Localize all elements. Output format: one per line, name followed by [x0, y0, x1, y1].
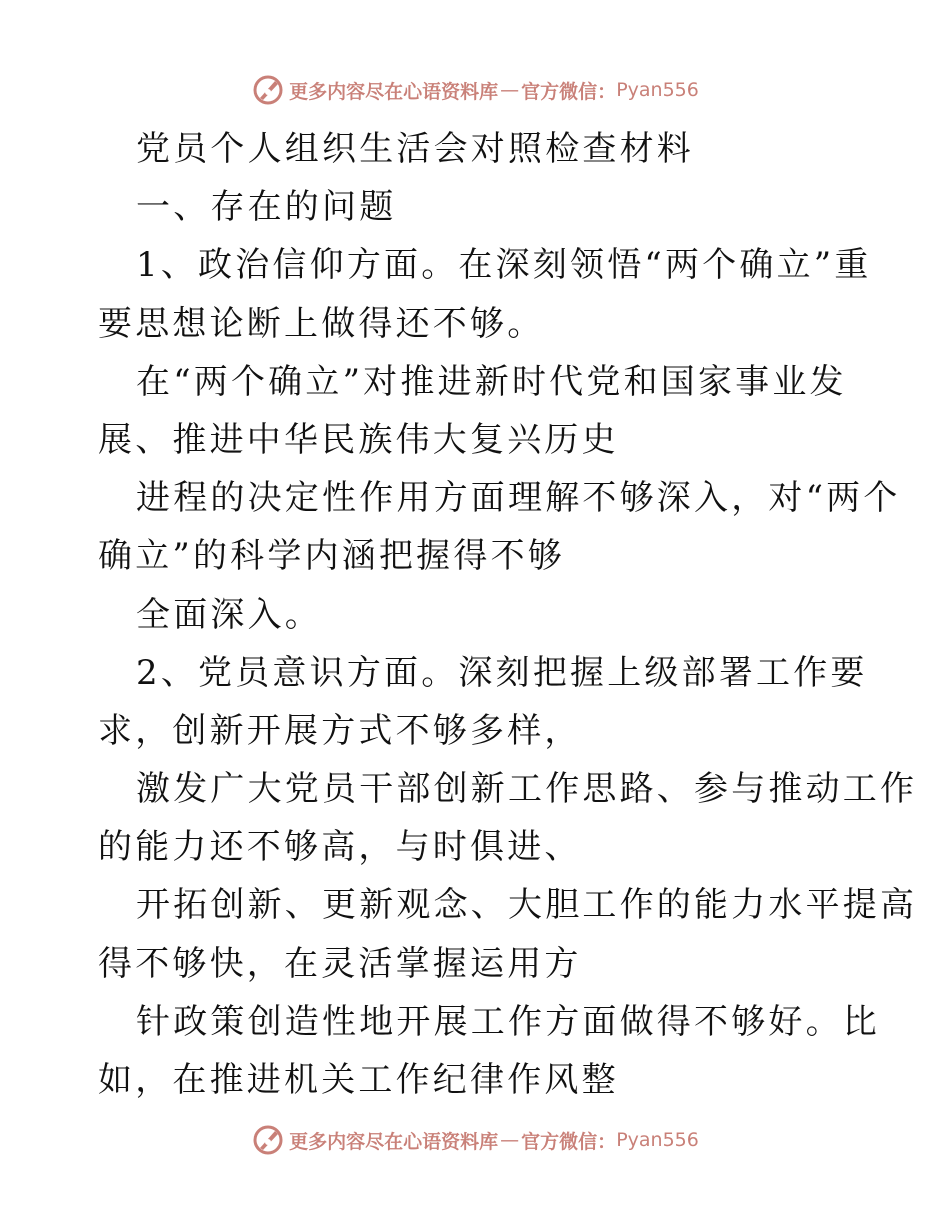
- watermark-contact: 官方微信：: [521, 1130, 617, 1153]
- paragraph-line: 求，创新开展方式不够多样，: [98, 710, 582, 751]
- watermark-separator: —: [500, 79, 520, 101]
- document-title: 党员个人组织生活会对照检查材料: [136, 129, 694, 169]
- paragraph-line: 激发广大党员干部创新工作思路、参与推动工作: [136, 769, 918, 810]
- paragraph-line: 开拓创新、更新观念、大胆工作的能力水平提高: [136, 885, 918, 926]
- paragraph-line: 全面深入。: [136, 594, 322, 635]
- quill-logo-icon: [251, 73, 285, 107]
- section-heading: 一、存在的问题: [136, 187, 397, 228]
- watermark-text: 更多内容尽在心语资料库: [289, 1130, 499, 1153]
- paragraph-line: 确立”的科学内涵把握得不够: [98, 536, 565, 577]
- watermark-separator: —: [500, 1129, 520, 1151]
- paragraph-line: 1、政治信仰方面。在深刻领悟“两个确立”重: [136, 245, 872, 286]
- watermark-text: 更多内容尽在心语资料库: [289, 80, 499, 103]
- paragraph-line: 在“两个确立”对推进新时代党和国家事业发: [136, 361, 847, 402]
- watermark-footer: [0, 1120, 950, 1160]
- watermark-id: Pyan556: [616, 79, 699, 101]
- document-body: [98, 120, 918, 1109]
- paragraph-line: 展、推进中华民族伟大复兴历史: [98, 419, 619, 460]
- paragraph-line: 2、党员意识方面。深刻把握上级部署工作要: [136, 652, 868, 693]
- paragraph-line: 针政策创造性地开展工作方面做得不够好。比: [136, 1001, 880, 1042]
- watermark-contact: 官方微信：: [521, 80, 617, 103]
- paragraph-line: 的能力还不够高，与时俱进、: [98, 827, 582, 868]
- watermark-header: [0, 70, 950, 110]
- quill-logo-icon: [251, 1123, 285, 1157]
- paragraph-line: 得不够快，在灵活掌握运用方: [98, 943, 582, 984]
- paragraph-line: 如，在推进机关工作纪律作风整: [98, 1060, 619, 1100]
- paragraph-line: 进程的决定性作用方面理解不够深入，对“两个: [136, 478, 901, 519]
- paragraph-line: 要思想论断上做得还不够。: [98, 303, 545, 344]
- watermark-id: Pyan556: [616, 1129, 699, 1151]
